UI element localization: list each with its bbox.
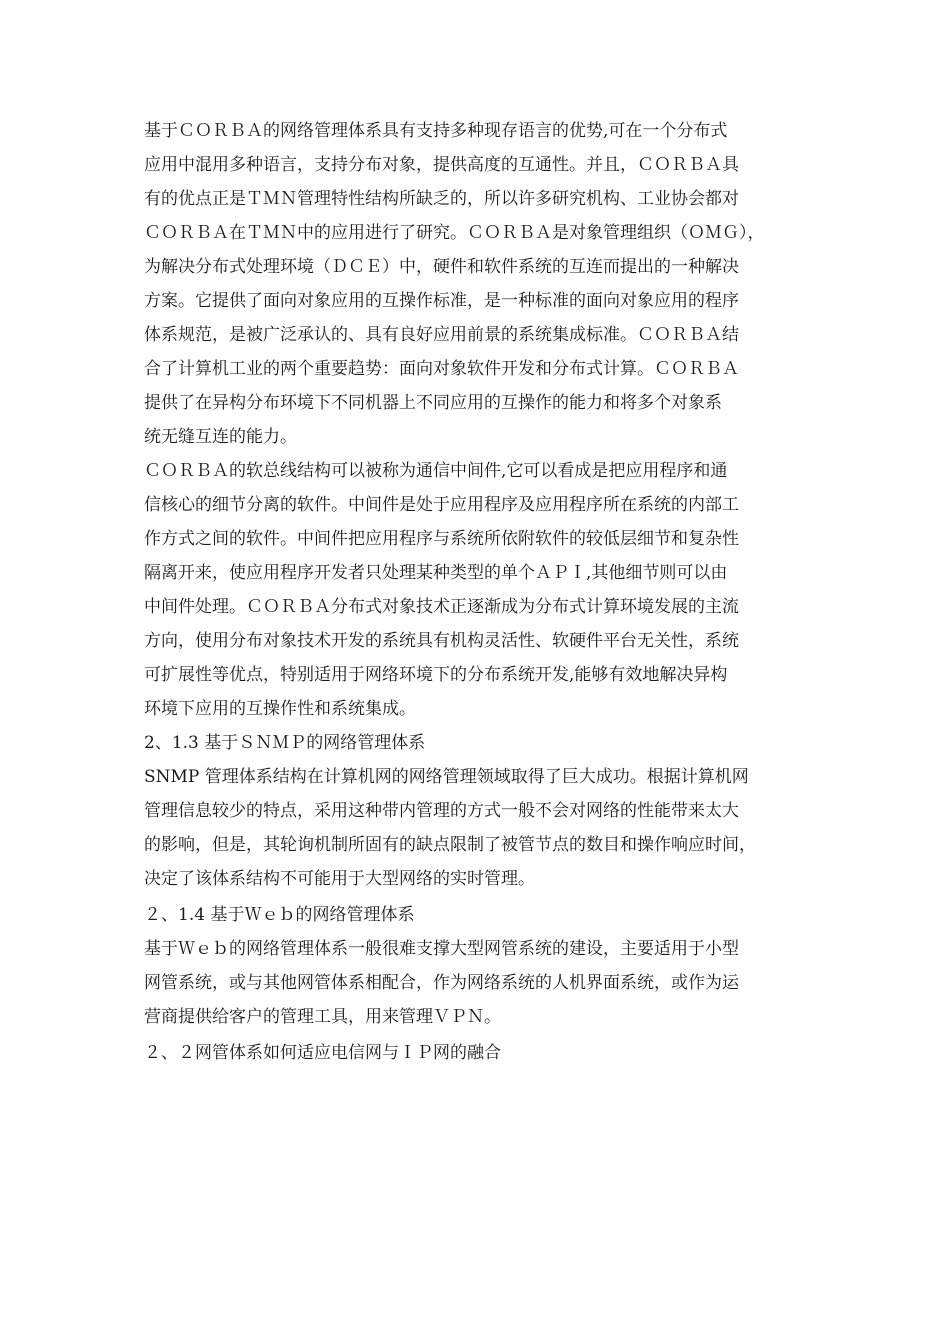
- text-line: 为解决分布式处理环境（ＤＣＥ）中，硬件和软件系统的互连而提出的一种解决: [144, 257, 739, 277]
- paragraph-web: [144, 932, 820, 1034]
- text-line: 应用中混用多种语言，支持分布对象，提供高度的互通性。并且，ＣＯＲＢＡ具: [144, 155, 739, 175]
- text-line: SNMP 管理体系结构在计算机网的网络管理领域取得了巨大成功。根据计算机网: [144, 767, 749, 787]
- paragraph-corba-intro: [144, 114, 820, 454]
- text-line: 网管系统，或与其他网管体系相配合，作为网络系统的人机界面系统，或作为运: [144, 973, 739, 993]
- text-line: 有的优点正是ＴＭＮ管理特性结构所缺乏的，所以许多研究机构、工业协会都对: [144, 189, 739, 209]
- text-line: 中间件处理。ＣＯＲＢＡ分布式对象技术正逐渐成为分布式计算环境发展的主流: [144, 597, 739, 617]
- text-line: 基于Ｗｅｂ的网络管理体系一般很难支撑大型网管系统的建设，主要适用于小型: [144, 939, 739, 959]
- paragraph-corba-middleware: [144, 454, 820, 726]
- paragraph-snmp: [144, 760, 820, 896]
- text-line: 基于ＣＯＲＢＡ的网络管理体系具有支持多种现存语言的优势,可在一个分布式: [144, 121, 728, 141]
- text-line: 统无缝互连的能力。: [144, 427, 297, 447]
- text-line: 隔离开来，使应用程序开发者只处理某种类型的单个ＡＰＩ,其他细节则可以由: [144, 563, 728, 583]
- text-line: ＣＯＲＢＡ的软总线结构可以被称为通信中间件,它可以看成是把应用程序和通: [144, 461, 728, 481]
- text-line: 管理信息较少的特点，采用这种带内管理的方式一般不会对网络的性能带来太大: [144, 801, 739, 821]
- text-line: 的影响，但是，其轮询机制所固有的缺点限制了被管节点的数目和操作响应时间，: [144, 835, 756, 855]
- text-line: 信核心的细节分离的软件。中间件是处于应用程序及应用程序所在系统的内部工: [144, 495, 739, 515]
- text-line: ＣＯＲＢＡ在ＴＭＮ中的应用进行了研究。ＣＯＲＢＡ是对象管理组织（ＯＭＧ），: [144, 223, 765, 243]
- text-line: 决定了该体系结构不可能用于大型网络的实时管理。: [144, 869, 535, 889]
- text-line: 作方式之间的软件。中间件把应用程序与系统所依附软件的较低层细节和复杂性: [144, 529, 739, 549]
- text-line: 提供了在异构分布环境下不同机器上不同应用的互操作的能力和将多个对象系: [144, 393, 722, 413]
- text-line: 方向，使用分布对象技术开发的系统具有机构灵活性、软硬件平台无关性，系统: [144, 631, 739, 651]
- section-heading-telecom-ip-convergence: ２、２网管体系如何适应电信网与ＩＰ网的融合: [144, 1043, 501, 1063]
- document-page: [144, 114, 820, 1070]
- text-line: 合了计算机工业的两个重要趋势：面向对象软件开发和分布式计算。ＣＯＲＢＡ: [144, 359, 739, 379]
- section-heading-web: ２、1.4 基于Ｗｅｂ的网络管理体系: [144, 905, 415, 925]
- section-heading-snmp: 2、1.3 基于ＳＮＭＰ的网络管理体系: [144, 733, 426, 753]
- text-line: 营商提供给客户的管理工具，用来管理ＶＰＮ。: [144, 1007, 501, 1027]
- text-line: 方案。它提供了面向对象应用的互操作标准，是一种标准的面向对象应用的程序: [144, 291, 739, 311]
- text-line: 可扩展性等优点，特别适用于网络环境下的分布系统开发,能够有效地解决异构: [144, 665, 728, 685]
- text-line: 环境下应用的互操作性和系统集成。: [144, 699, 416, 719]
- text-line: 体系规范，是被广泛承认的、具有良好应用前景的系统集成标准。ＣＯＲＢＡ结: [144, 325, 739, 345]
